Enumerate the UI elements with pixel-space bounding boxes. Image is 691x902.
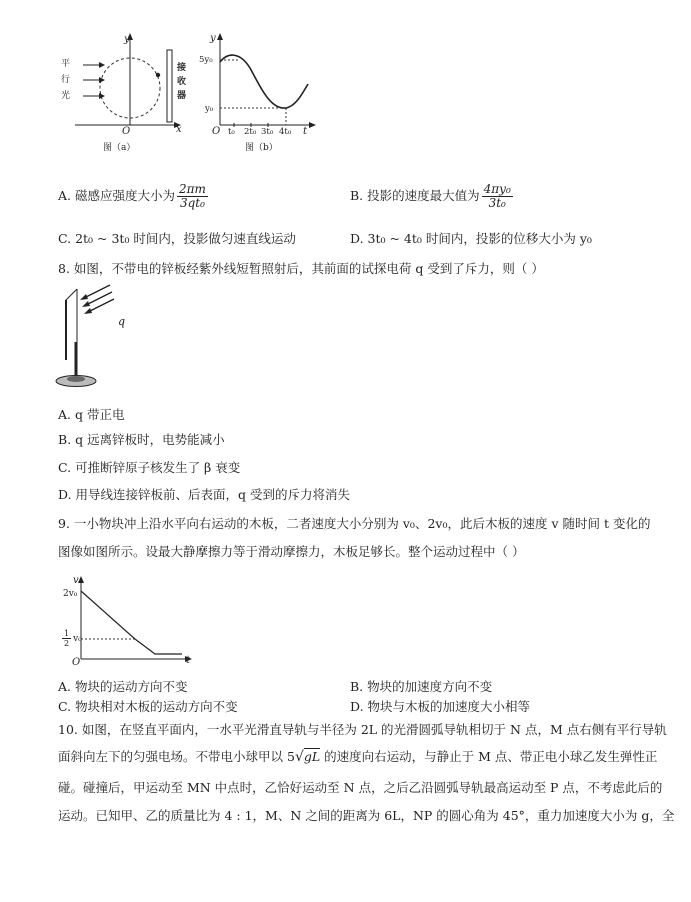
q9-option-c: C. 物块相对木板的运动方向不变 bbox=[58, 699, 238, 714]
q9-half-fraction bbox=[62, 629, 71, 648]
q10-line3: 碰。碰撞后，甲运动至 MN 中点时，乙恰好运动至 N 点，之后乙沿圆弧导轨最高运动至 P 点，不考虑此后的 bbox=[58, 780, 663, 795]
q8-option-b: B. q 远离锌板时，电势能减小 bbox=[58, 432, 225, 447]
beam-label-1: 平 bbox=[61, 59, 71, 69]
q9-option-d: D. 物块与木板的加速度大小相等 bbox=[350, 699, 531, 714]
receiver-label-1: 接 bbox=[177, 63, 187, 73]
receiver-label-3: 器 bbox=[177, 91, 187, 101]
q7-b-num: 4πy₀ bbox=[483, 182, 511, 196]
q10-line2-b: 的速度向右运动，与静止于 M 点、带正电小球乙发生弹性正 bbox=[320, 749, 658, 764]
q7-option-a bbox=[58, 178, 210, 214]
q8-charge-label: q bbox=[118, 315, 126, 328]
q9-stem-line2: 图像如图所示。设最大静摩擦力等于滑动摩擦力，木板足够长。整个运动过程中（ ） bbox=[58, 544, 525, 559]
q9-option-b: B. 物块的加速度方向不变 bbox=[350, 679, 493, 694]
q7-option-a-label: A. 磁感应强度大小为 bbox=[58, 188, 175, 203]
q9-half-sym: v₀ bbox=[73, 634, 82, 644]
fig-b-caption: 图（b） bbox=[245, 143, 278, 153]
fig-b-axis-x: t bbox=[303, 126, 308, 137]
q9-option-a: A. 物块的运动方向不变 bbox=[58, 679, 188, 694]
q9-origin: O bbox=[72, 657, 81, 668]
fig-b-axis-y: y bbox=[210, 33, 216, 44]
fig-a-caption: 图（a） bbox=[103, 143, 136, 153]
fig-a-axis-x: x bbox=[176, 124, 182, 135]
q8-stem: 8. 如图，不带电的锌板经紫外线短暂照射后，其前面的试探电荷 q 受到了斥力，则（ ） bbox=[58, 261, 544, 276]
q9-stem-line1: 9. 一小物块冲上沿水平向右运动的木板，二者速度大小分别为 v₀、2v₀，此后木板的速度 v 随时间 t 变化的 bbox=[58, 516, 651, 531]
receiver-label-2: 收 bbox=[177, 77, 187, 87]
beam-label-3: 光 bbox=[61, 91, 71, 101]
q10-line2-sqrt: gL bbox=[303, 749, 321, 764]
fig-b-tick-y0: y₀ bbox=[205, 104, 214, 114]
q7-option-d: D. 3t₀ ~ 4t₀ 时间内，投影的位移大小为 y₀ bbox=[350, 231, 592, 246]
q7-option-c: C. 2t₀ ~ 3t₀ 时间内，投影做匀速直线运动 bbox=[58, 231, 296, 246]
q8-option-a: A. q 带正电 bbox=[58, 407, 125, 422]
q10-line1: 10. 如图，在竖直平面内，一水平光滑直导轨与半径为 2L 的光滑圆弧导轨相切于 N 点，M 点右侧有平行导轨 bbox=[58, 722, 667, 737]
fig-b-tick-3t0: 3t₀ bbox=[261, 127, 274, 137]
q9-tick-half bbox=[60, 629, 82, 648]
q9-half-den: 2 bbox=[64, 639, 70, 648]
q9-axis-t: t bbox=[186, 655, 191, 666]
q8-option-d: D. 用导线连接锌板前、后表面，q 受到的斥力将消失 bbox=[58, 487, 350, 502]
q8-figure bbox=[52, 280, 172, 395]
fig-b-tick-4t0: 4t₀ bbox=[279, 127, 292, 137]
sqrt-sign: √ bbox=[294, 749, 304, 765]
q10-line4: 运动。已知甲、乙的质量比为 4 : 1，M、N 之间的距离为 6L，NP 的圆心角为 45°，重力加速度大小为 g，全 bbox=[58, 808, 675, 823]
q9-tick-2v0: 2v₀ bbox=[63, 589, 78, 599]
q10-line2-a: 面斜向左下的匀强电场。不带电小球甲以 5 bbox=[58, 749, 295, 764]
q9-half-num: 1 bbox=[64, 629, 70, 638]
fig-a-origin: O bbox=[122, 126, 131, 137]
q7-option-b bbox=[350, 178, 515, 214]
beam-label-2: 行 bbox=[61, 75, 71, 85]
fig-a-axis-y: y bbox=[124, 34, 130, 45]
fig-b-tick-t0: t₀ bbox=[228, 127, 235, 137]
q7-a-num: 2πm bbox=[178, 182, 206, 196]
q7-b-den: 3t₀ bbox=[488, 196, 506, 210]
q9-axis-v: v bbox=[73, 575, 79, 586]
q7-option-b-label: B. 投影的速度最大值为 bbox=[350, 188, 480, 203]
fig-b-tick-2t0: 2t₀ bbox=[244, 127, 257, 137]
q7-option-a-fraction bbox=[177, 183, 208, 210]
q7-a-den: 3qt₀ bbox=[179, 196, 205, 210]
fig-b-tick-5y0: 5y₀ bbox=[199, 55, 213, 65]
fig-b-origin: O bbox=[212, 126, 221, 137]
q8-option-c: C. 可推断锌原子核发生了 β 衰变 bbox=[58, 460, 241, 475]
q7-option-b-fraction bbox=[482, 183, 513, 210]
q10-line2 bbox=[58, 749, 657, 765]
